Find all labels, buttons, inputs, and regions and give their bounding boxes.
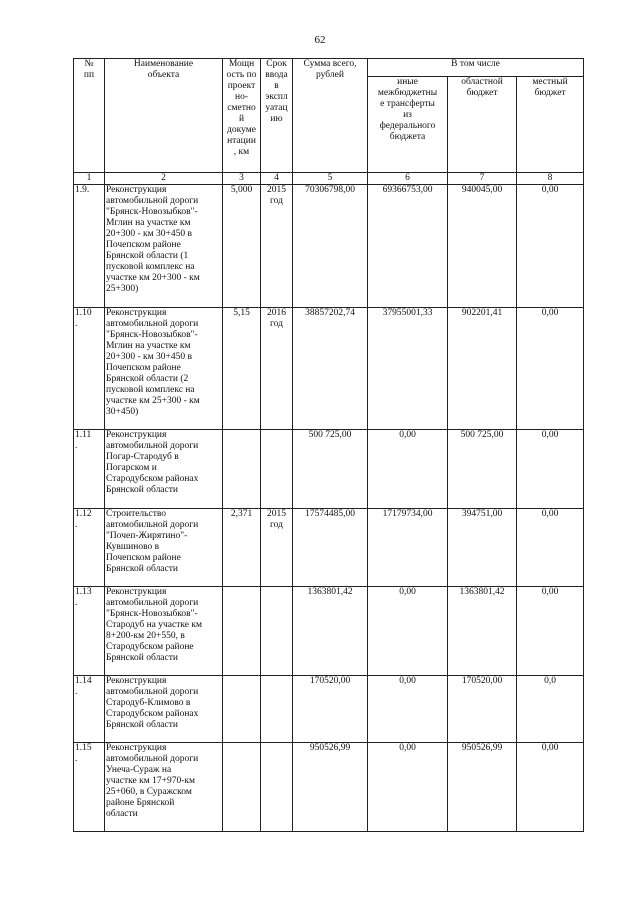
object-name: Реконструкция автомобильной дороги Погар-Стародуб в Погарском и Стародубском районах Брянской области — [105, 430, 223, 509]
total-cell: 1363801,42 — [293, 587, 368, 676]
column-number: 5 — [293, 173, 368, 185]
total-cell: 38857202,74 — [293, 308, 368, 430]
term-cell: 2015 год — [261, 185, 293, 308]
column-number: 1 — [74, 173, 105, 185]
federal-cell: 17179734,00 — [368, 509, 448, 587]
total-cell: 170520,00 — [293, 676, 368, 743]
header-regional: областной бюджет — [448, 77, 517, 173]
regional-cell: 394751,00 — [448, 509, 517, 587]
term-cell — [261, 587, 293, 676]
table-row — [74, 587, 584, 676]
object-name: Реконструкция автомобильной дороги "Брянск-Новозыбков"- Мглин на участке км 20+300 - км 30+450 в Почепском районе Брянской области (2 пусковой комплекс на участке км 25+300 - км 30+450) — [105, 308, 223, 430]
object-name: Реконструкция автомобильной дороги Унеча-Сураж на участке км 17+970-км 25+060, в Суражском районе Брянской области — [105, 743, 223, 832]
term-cell: 2016 год — [261, 308, 293, 430]
federal-cell: 69366753,00 — [368, 185, 448, 308]
budget-table — [73, 58, 584, 832]
table-row — [74, 509, 584, 587]
column-number: 2 — [105, 173, 223, 185]
header-total: Сумма всего, рублей — [293, 59, 368, 173]
local-cell: 0,00 — [517, 185, 584, 308]
capacity-cell — [223, 587, 261, 676]
local-cell: 0,00 — [517, 308, 584, 430]
total-cell: 950526,99 — [293, 743, 368, 832]
column-number: 3 — [223, 173, 261, 185]
table-row — [74, 676, 584, 743]
row-number: 1.10 . — [74, 308, 105, 430]
local-cell: 0,0 — [517, 676, 584, 743]
header-local: местный бюджет — [517, 77, 584, 173]
capacity-cell: 2,371 — [223, 509, 261, 587]
header-term: Срок ввода в экспл уатац ию — [261, 59, 293, 173]
term-cell — [261, 743, 293, 832]
regional-cell: 170520,00 — [448, 676, 517, 743]
column-number: 6 — [368, 173, 448, 185]
regional-cell: 1363801,42 — [448, 587, 517, 676]
federal-cell: 0,00 — [368, 430, 448, 509]
local-cell: 0,00 — [517, 430, 584, 509]
capacity-cell: 5,000 — [223, 185, 261, 308]
object-name: Реконструкция автомобильной дороги "Брянск-Новозыбков"- Мглин на участке км 20+300 - км 30+450 в Почепском районе Брянской области (1 пусковой комплекс на участке км 20+300 - км 25+300) — [105, 185, 223, 308]
table-row — [74, 430, 584, 509]
object-name: Реконструкция автомобильной дороги "Брянск-Новозыбков"- Стародуб на участке км 8+200-км 20+550, в Стародубском районе Брянской области — [105, 587, 223, 676]
table-row — [74, 743, 584, 832]
table-row — [74, 185, 584, 308]
term-cell: 2015 год — [261, 509, 293, 587]
header-capacity: Мощн ость по проект но- сметно й докуме нтации , км — [223, 59, 261, 173]
federal-cell: 37955001,33 — [368, 308, 448, 430]
header-name: Наименование объекта — [105, 59, 223, 173]
total-cell: 17574485,00 — [293, 509, 368, 587]
row-number: 1.12 . — [74, 509, 105, 587]
page-number: 62 — [314, 34, 326, 46]
object-name: Реконструкция автомобильной дороги Стародуб-Климово в Стародубском районах Брянской области — [105, 676, 223, 743]
total-cell: 500 725,00 — [293, 430, 368, 509]
capacity-cell — [223, 743, 261, 832]
local-cell: 0,00 — [517, 743, 584, 832]
regional-cell: 950526,99 — [448, 743, 517, 832]
row-number: 1.14 . — [74, 676, 105, 743]
table-row — [74, 308, 584, 430]
column-number: 4 — [261, 173, 293, 185]
row-number: 1.9. — [74, 185, 105, 308]
header-num: № пп — [74, 59, 105, 173]
header-including: В том числе — [368, 59, 584, 77]
federal-cell: 0,00 — [368, 587, 448, 676]
term-cell — [261, 430, 293, 509]
total-cell: 70306798,00 — [293, 185, 368, 308]
term-cell — [261, 676, 293, 743]
regional-cell: 940045,00 — [448, 185, 517, 308]
column-number: 7 — [448, 173, 517, 185]
column-number: 8 — [517, 173, 584, 185]
federal-cell: 0,00 — [368, 676, 448, 743]
row-number: 1.15 . — [74, 743, 105, 832]
federal-cell: 0,00 — [368, 743, 448, 832]
column-number-row — [74, 173, 584, 185]
header-row — [74, 59, 584, 77]
capacity-cell — [223, 430, 261, 509]
object-name: Строительство автомобильной дороги "Почеп-Жирятино"- Кувшиново в Почепском районе Брянской области — [105, 509, 223, 587]
regional-cell: 902201,41 — [448, 308, 517, 430]
local-cell: 0,00 — [517, 509, 584, 587]
local-cell: 0,00 — [517, 587, 584, 676]
row-number: 1.13 . — [74, 587, 105, 676]
regional-cell: 500 725,00 — [448, 430, 517, 509]
capacity-cell: 5,15 — [223, 308, 261, 430]
capacity-cell — [223, 676, 261, 743]
header-fed: иные межбюджетны е трансферты из федерального бюджета — [368, 77, 448, 173]
row-number: 1.11 . — [74, 430, 105, 509]
